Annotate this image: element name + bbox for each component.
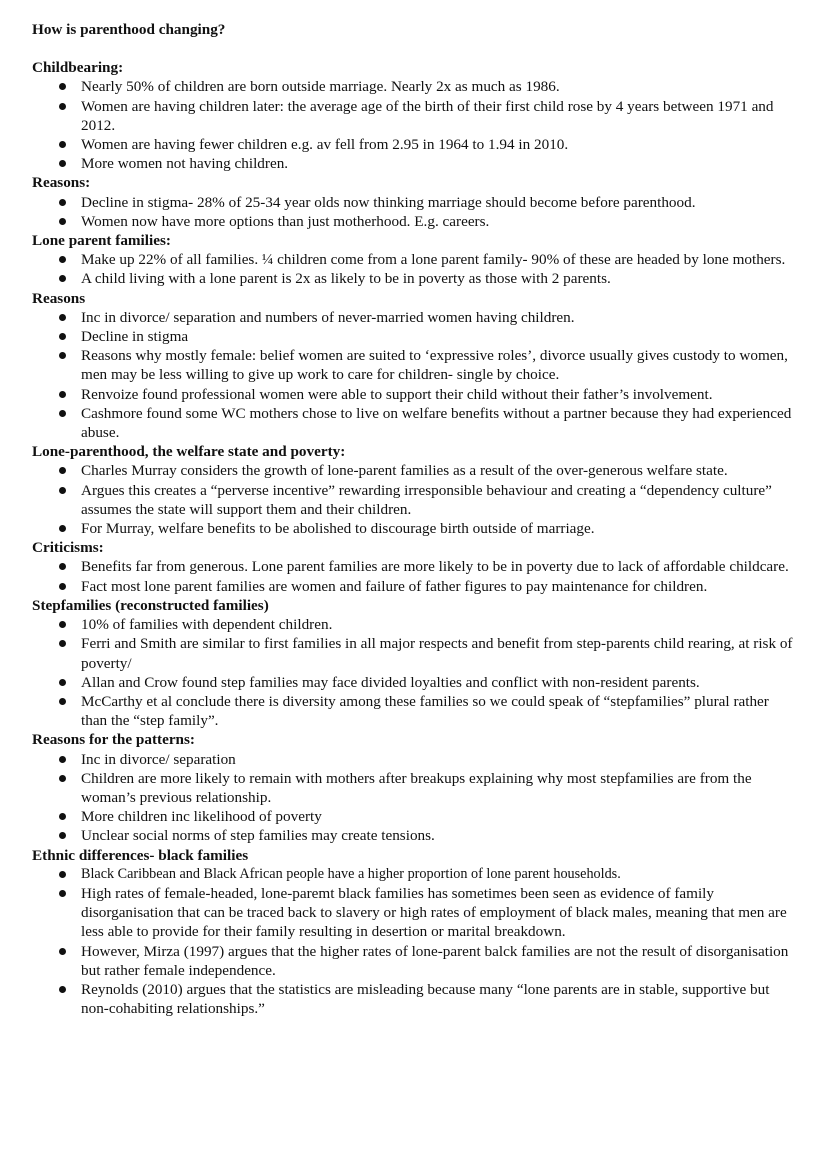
section-heading-criticisms: Criticisms:: [32, 539, 104, 557]
section-heading-lone-parent-families: Lone parent families:: [32, 232, 171, 250]
bullet-list: [32, 250, 798, 288]
list-item: Children are more likely to remain with mothers after breakups explaining why most stepfamilies are from the woman’s previous relationship.: [32, 769, 798, 807]
bullet-list: [32, 193, 798, 231]
list-item: Women are having fewer children e.g. av fell from 2.95 in 1964 to 1.94 in 2010.: [32, 135, 798, 154]
section-heading-childbearing: Childbearing:: [32, 59, 124, 77]
list-item: Benefits far from generous. Lone parent families are more likely to be in poverty due to lack of affordable childcare.: [32, 557, 798, 576]
list-item: Decline in stigma- 28% of 25-34 year olds now thinking marriage should become before parenthood.: [32, 193, 798, 212]
list-item: Inc in divorce/ separation: [32, 750, 798, 769]
document-body: [32, 58, 798, 1018]
list-item: Cashmore found some WC mothers chose to live on welfare benefits without a partner because they had experienced abuse.: [32, 404, 798, 442]
bullet-list: [32, 615, 798, 730]
list-item: However, Mirza (1997) argues that the higher rates of lone-parent balck families are not the result of disorganisation but rather female independence.: [32, 942, 798, 980]
list-item: Women are having children later: the average age of the birth of their first child rose by 4 years between 1971 and 2012.: [32, 97, 798, 135]
list-item: For Murray, welfare benefits to be abolished to discourage birth outside of marriage.: [32, 519, 798, 538]
list-item: 10% of families with dependent children.: [32, 615, 798, 634]
list-item: Charles Murray considers the growth of lone-parent families as a result of the over-generous welfare state.: [32, 461, 798, 480]
bullet-list: [32, 461, 798, 538]
list-item: Reynolds (2010) argues that the statistics are misleading because many “lone parents are in stable, supportive but non-cohabiting relationships.”: [32, 980, 798, 1018]
section-heading-reasons: Reasons:: [32, 174, 91, 192]
list-item: McCarthy et al conclude there is diversity among these families so we could speak of “stepfamilies” plural rather than the “step family”.: [32, 692, 798, 730]
bullet-list: [32, 750, 798, 846]
list-item: Unclear social norms of step families may create tensions.: [32, 826, 798, 845]
section-heading-ethnic-differences-black-families: Ethnic differences- black families: [32, 846, 249, 864]
list-item: Fact most lone parent families are women and failure of father figures to pay maintenance for children.: [32, 577, 798, 596]
bullet-list: [32, 77, 798, 173]
section-heading-stepfamilies-reconstructed-families: Stepfamilies (reconstructed families): [32, 596, 269, 614]
list-item: A child living with a lone parent is 2x as likely to be in poverty as those with 2 parents.: [32, 269, 798, 288]
list-item: Women now have more options than just motherhood. E.g. careers.: [32, 212, 798, 231]
list-item: Renvoize found professional women were able to support their child without their father’s involvement.: [32, 385, 798, 404]
list-item: Nearly 50% of children are born outside marriage. Nearly 2x as much as 1986.: [32, 77, 798, 96]
list-item: High rates of female-headed, lone-paremt black families has sometimes been seen as evidence of family disorganisation that can be traced back to slavery or high rates of employment of black males, meaning that men are less able to provide for their family resulting in desertion or marital breakdown.: [32, 884, 798, 942]
list-item: More children inc likelihood of poverty: [32, 807, 798, 826]
bullet-list: [32, 865, 798, 1019]
bullet-list: [32, 557, 798, 595]
section-heading-lone-parenthood-the-welfare-state-and-poverty: Lone-parenthood, the welfare state and poverty:: [32, 443, 346, 461]
list-item: Decline in stigma: [32, 327, 798, 346]
list-item: Inc in divorce/ separation and numbers of never-married women having children.: [32, 308, 798, 327]
list-item: Allan and Crow found step families may face divided loyalties and conflict with non-resident parents.: [32, 673, 798, 692]
list-item: Make up 22% of all families. ¼ children come from a lone parent family- 90% of these are headed by lone mothers.: [32, 250, 798, 269]
list-item: Argues this creates a “perverse incentive” rewarding irresponsible behaviour and creating a “dependency culture” assumes the state will support them and their children.: [32, 481, 798, 519]
section-heading-reasons-for-the-patterns: Reasons for the patterns:: [32, 731, 195, 749]
section-heading-reasons: Reasons: [32, 289, 86, 307]
page-title: How is parenthood changing?: [32, 21, 226, 38]
list-item: More women not having children.: [32, 154, 798, 173]
list-item: Black Caribbean and Black African people have a higher proportion of lone parent households.: [32, 865, 798, 884]
bullet-list: [32, 308, 798, 442]
list-item: Reasons why mostly female: belief women are suited to ‘expressive roles’, divorce usually gives custody to women, men may be less willing to give up work to care for children- single by choice.: [32, 346, 798, 384]
list-item: Ferri and Smith are similar to first families in all major respects and benefit from step-parents child rearing, at risk of poverty/: [32, 634, 798, 672]
